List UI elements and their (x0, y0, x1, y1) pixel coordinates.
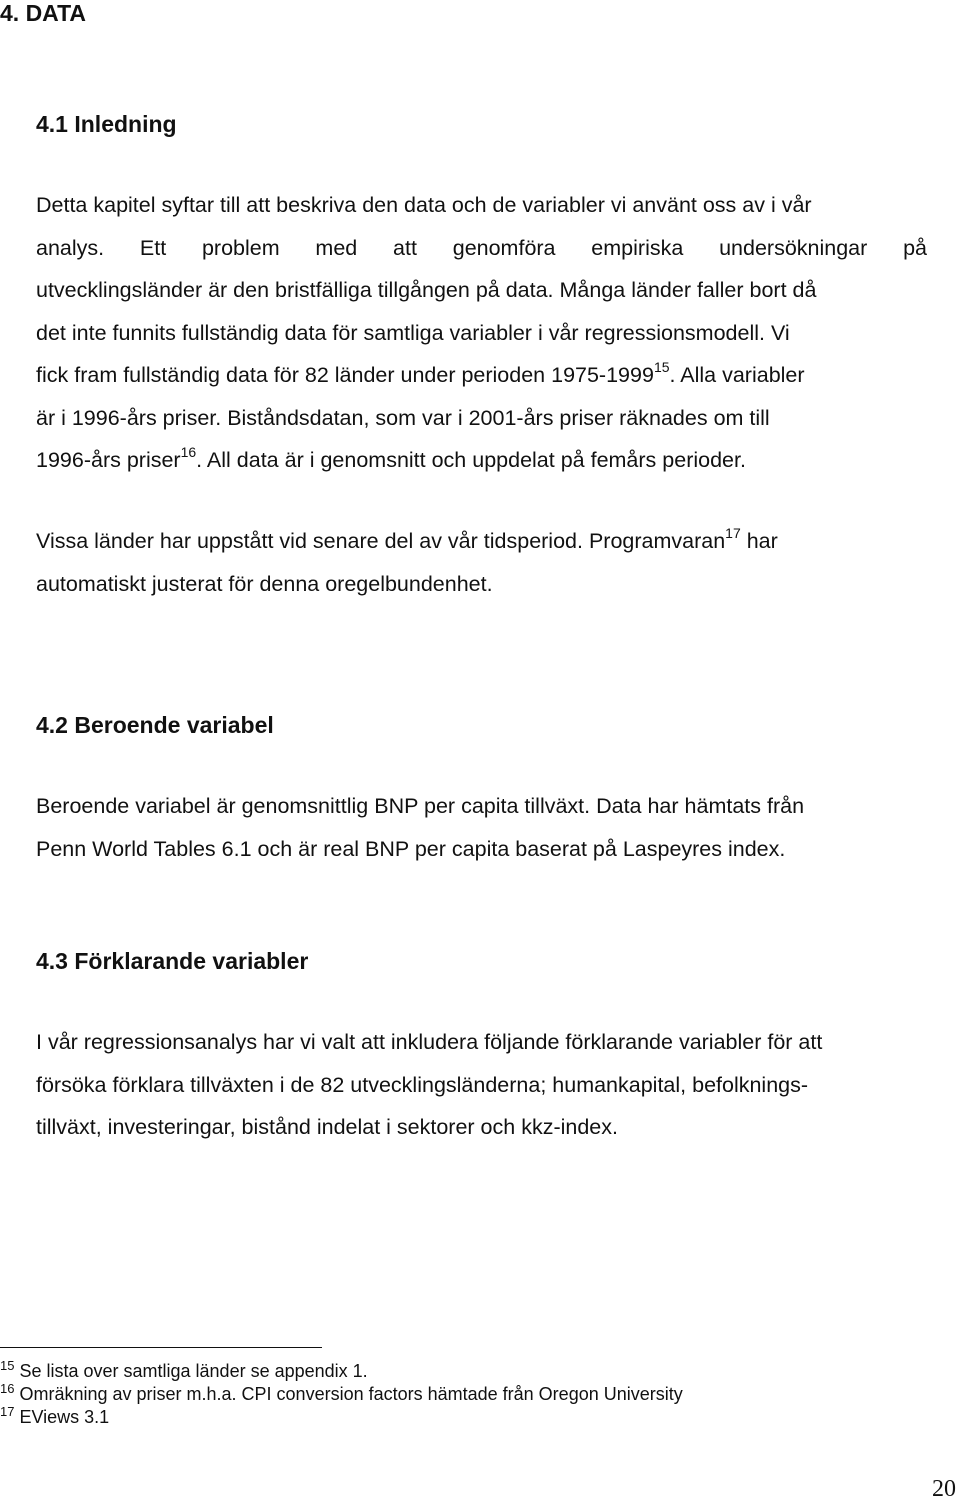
text-line: tillväxt, investeringar, bistånd indelat i sektorer och kkz-index. (36, 1115, 618, 1139)
paragraph-tidsperiod (36, 520, 927, 605)
page-number: 20 (932, 1476, 956, 1502)
text-segment: har (740, 529, 778, 553)
text-line: utvecklingsländer är den bristfälliga tillgången på data. Många länder faller bort då (36, 278, 817, 302)
text-segment: fick fram fullständig data för 82 länder under perioden 1975-1999 (36, 363, 654, 387)
section-heading-beroende-variabel: 4.2 Beroende variabel (36, 712, 274, 738)
text-line: analys. Ett problem med att genomföra empiriska undersökningar på (36, 235, 927, 260)
paragraph-inledning (36, 184, 927, 482)
footnote-text: Se lista over samtliga länder se appendix 1. (19, 1361, 368, 1381)
footnote-number: 16 (0, 1381, 15, 1396)
chapter-title: 4. DATA (0, 0, 87, 26)
text-segment: 1996-års priser (36, 448, 181, 472)
text-line: är i 1996-års priser. Biståndsdatan, som var i 2001-års priser räknades om till (36, 405, 770, 430)
text-line: det inte funnits fullständig data för samtliga variabler i vår regressionsmodell. Vi (36, 320, 790, 345)
text-line (36, 354, 927, 397)
paragraph-forklarande-variabler (36, 1021, 927, 1149)
text-segment: . All data är i genomsnitt och uppdelat på femårs perioder. (196, 448, 746, 472)
text-line: Beroende variabel är genomsnittlig BNP per capita tillväxt. Data har hämtats från (36, 794, 805, 818)
section-heading-inledning: 4.1 Inledning (36, 111, 177, 137)
footnote-17 (0, 1406, 109, 1428)
section-heading-forklarande-variabler: 4.3 Förklarande variabler (36, 948, 309, 974)
footnote-number: 15 (0, 1358, 15, 1373)
text-line: försöka förklara tillväxten i de 82 utvecklingsländerna; humankapital, befolknings- (36, 1072, 809, 1097)
footnote-number: 17 (0, 1404, 15, 1419)
text-segment: . Alla variabler (669, 363, 805, 387)
text-segment: Vissa länder har uppstått vid senare del av vår tidsperiod. Programvaran (36, 529, 726, 553)
text-line: I vår regressionsanalys har vi valt att inkludera följande förklarande variabler för att (36, 1030, 823, 1054)
footnote-15 (0, 1360, 368, 1382)
footnote-text: Omräkning av priser m.h.a. CPI conversion factors hämtade från Oregon University (19, 1384, 683, 1404)
text-line: Detta kapitel syftar till att beskriva den data och de variabler vi använt oss av i vår (36, 193, 812, 217)
footnote-ref-17: 17 (725, 525, 741, 541)
footnote-ref-15: 15 (653, 359, 670, 375)
text-line (36, 439, 927, 482)
footnote-text: EViews 3.1 (19, 1407, 110, 1427)
footnote-separator (0, 1347, 322, 1348)
text-line: automatiskt justerat för denna oregelbundenhet. (36, 571, 493, 596)
footnote-16 (0, 1383, 683, 1405)
paragraph-beroende-variabel (36, 785, 927, 870)
text-line: Penn World Tables 6.1 och är real BNP per capita baserat på Laspeyres index. (36, 836, 786, 861)
footnote-ref-16: 16 (180, 444, 197, 460)
text-line (36, 520, 927, 563)
